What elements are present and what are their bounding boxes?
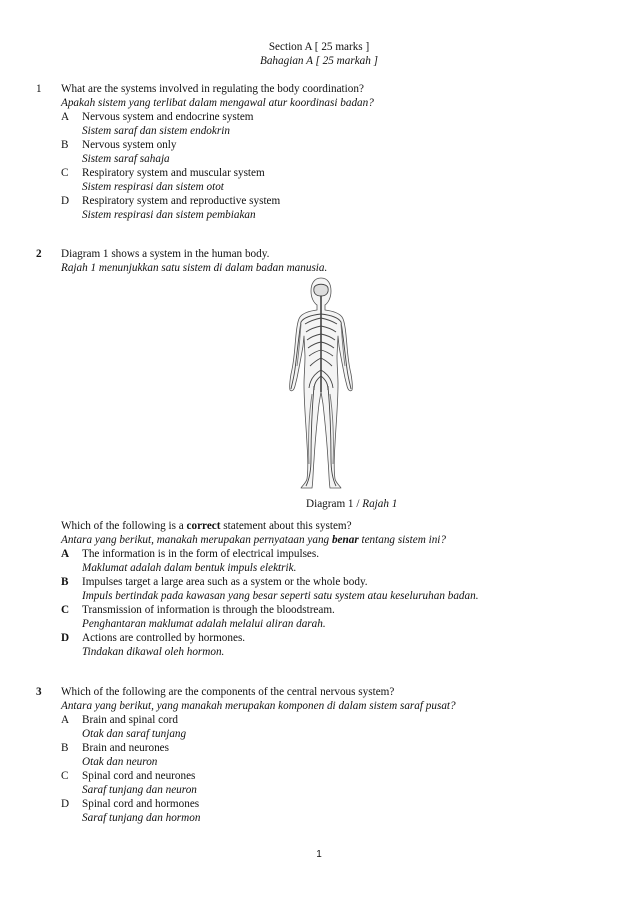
stem-text: Which of the following is a [61,520,187,532]
option-letter: B [61,576,69,588]
question-text-malay: Antara yang berikut, yang manakah merupakan komponen di dalam sistem saraf pusat? [61,700,456,712]
question-intro-malay: Rajah 1 menunjukkan satu sistem di dalam badan manusia. [61,262,328,274]
option-text-malay: Impuls bertindak pada kawasan yang besar seperti satu system atau keseluruhan badan. [82,590,479,602]
question-text: Which of the following are the components of the central nervous system? [61,686,395,698]
option-text: Transmission of information is through the bloodstream. [82,604,335,616]
page-number: 1 [316,849,322,860]
option-letter: C [61,770,69,782]
option-text: Actions are controlled by hormones. [82,632,246,644]
diagram-caption-en: Diagram 1 / [306,498,363,510]
option-letter: A [61,111,70,123]
stem-text-malay: tentang sistem ini? [358,534,446,546]
option-text: Brain and neurones [82,742,169,754]
option-letter: B [61,139,69,151]
option-letter: D [61,798,70,810]
diagram-caption [276,497,506,511]
option-text-malay: Tindakan dikawal oleh hormon. [82,646,225,658]
section-title: Section A [ 25 marks ] [268,41,370,53]
stem-text: statement about this system? [220,520,352,532]
nervous-system-diagram [276,274,366,494]
option-text-malay: Sistem saraf dan sistem endokrin [82,125,230,137]
option-text: Respiratory system and muscular system [82,167,265,179]
option-text-malay: Sistem respirasi dan sistem otot [82,181,224,193]
option-letter: A [61,714,70,726]
stem-emphasis: correct [186,520,221,532]
option-text-malay: Otak dan neuron [82,756,158,768]
diagram-caption-malay: Rajah 1 [362,498,398,510]
question-intro: Diagram 1 shows a system in the human body. [61,248,270,260]
option-text-malay: Otak dan saraf tunjang [82,728,187,740]
option-text-malay: Saraf tunjang dan hormon [82,812,201,824]
option-letter: D [61,195,70,207]
section-title-malay: Bahagian A [ 25 markah ] [260,55,378,67]
option-text-malay: Maklumat adalah dalam bentuk impuls elektrik. [82,562,297,574]
option-text-malay: Sistem saraf sahaja [82,153,170,165]
option-letter: C [61,167,69,179]
option-text: Spinal cord and neurones [82,770,196,782]
option-text: The information is in the form of electrical impulses. [82,548,320,560]
option-text-malay: Penghantaran maklumat adalah melalui aliran darah. [82,618,326,630]
option-text: Nervous system only [82,139,177,151]
option-letter: C [61,604,70,616]
option-text: Brain and spinal cord [82,714,179,726]
option-text-malay: Saraf tunjang dan neuron [82,784,197,796]
question-stem-malay [61,533,446,547]
option-letter: B [61,742,69,754]
option-text: Spinal cord and hormones [82,798,200,810]
question-text-malay: Apakah sistem yang terlibat dalam mengawal atur koordinasi badan? [61,97,374,109]
question-number: 2 [36,248,42,260]
question-text: What are the systems involved in regulating the body coordination? [61,83,364,95]
option-letter: A [61,548,70,560]
question-stem [61,519,352,533]
option-letter: D [61,632,70,644]
stem-emphasis-malay: benar [331,534,359,546]
option-text: Nervous system and endocrine system [82,111,254,123]
question-number: 1 [36,83,42,95]
option-text: Respiratory system and reproductive system [82,195,281,207]
question-number: 3 [36,686,42,698]
option-text-malay: Sistem respirasi dan sistem pembiakan [82,209,256,221]
stem-text-malay: Antara yang berikut, manakah merupakan pernyataan yang [61,534,332,546]
option-text: Impulses target a large area such as a system or the whole body. [82,576,368,588]
